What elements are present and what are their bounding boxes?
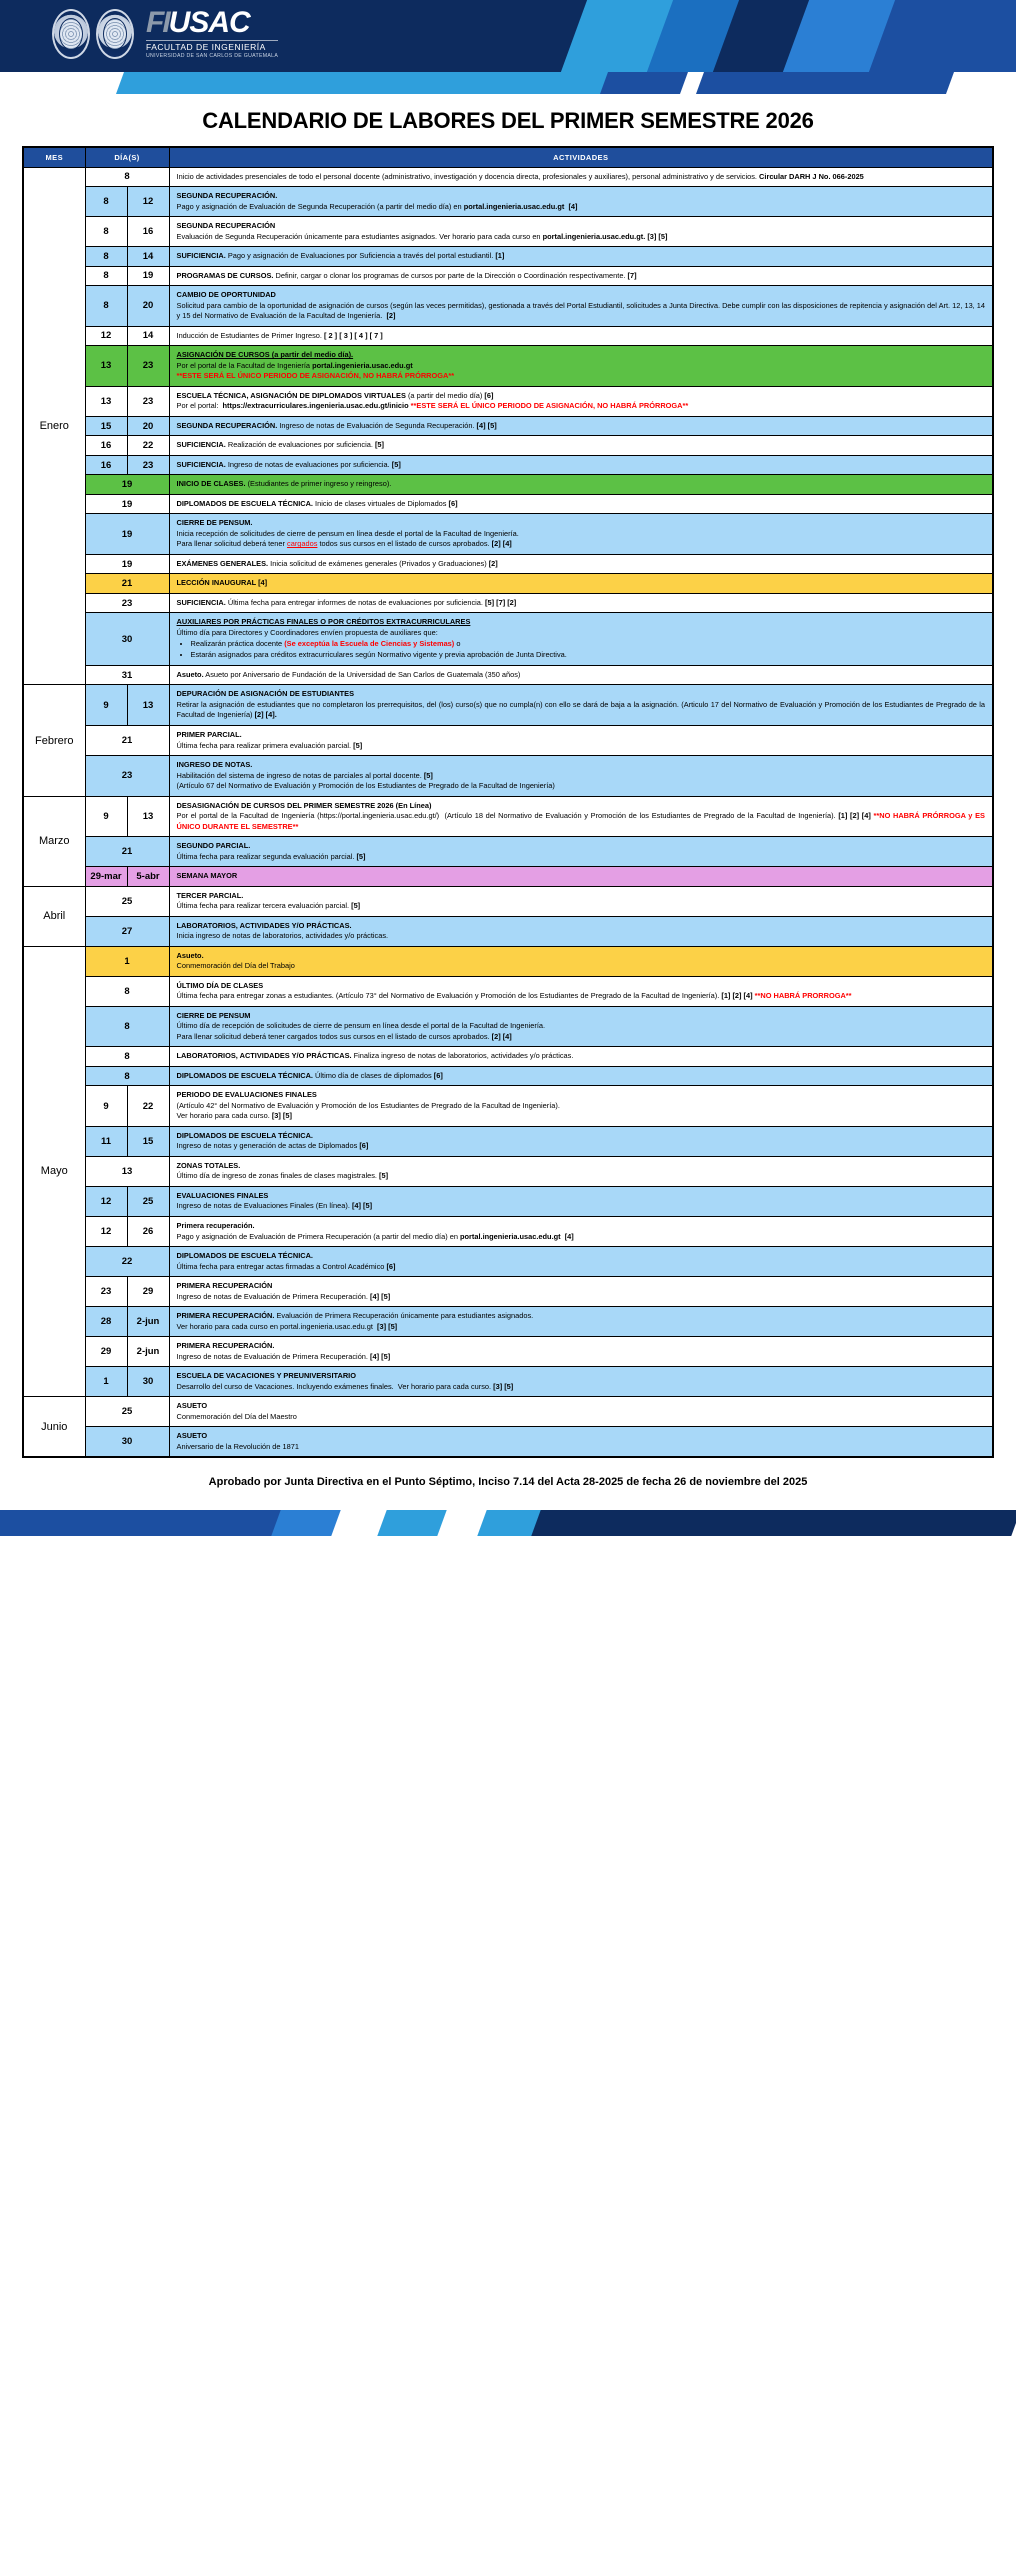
logo-university-text: UNIVERSIDAD DE SAN CARLOS DE GUATEMALA — [146, 53, 279, 59]
activity-cell: AUXILIARES POR PRÁCTICAS FINALES O POR CRÉDITOS EXTRACURRICULARES Último día para Directores y Coordinadores envíen propuesta de auxiliares que: • Realizarán práctica docente (Se exceptúa la Escuela de Ciencias y Sistemas) o • Estarán asignados para créditos extracurriculares según Normativo vigente y previa aprobación de Junta Directiva. — [169, 613, 993, 666]
table-row — [23, 455, 993, 475]
day-end-cell: 29 — [127, 1277, 169, 1307]
table-row — [23, 886, 993, 916]
table-row — [23, 494, 993, 514]
day-start-cell: 1 — [85, 1367, 127, 1397]
day-end-cell: 2-jun — [127, 1307, 169, 1337]
day-start-cell: 11 — [85, 1126, 127, 1156]
table-row — [23, 1126, 993, 1156]
day-start-cell: 28 — [85, 1307, 127, 1337]
footer-stripe-2 — [271, 1510, 340, 1536]
table-row — [23, 756, 993, 797]
day-cell: 8 — [85, 1066, 169, 1086]
day-cell: 30 — [85, 1427, 169, 1458]
day-cell: 31 — [85, 665, 169, 685]
activity-cell: SUFICIENCIA. Ingreso de notas de evaluaciones por suficiencia. [5] — [169, 455, 993, 475]
day-cell: 23 — [85, 593, 169, 613]
day-end-cell: 23 — [127, 386, 169, 416]
activity-cell: EXÁMENES GENERALES. Inicia solicitud de exámenes generales (Privados y Graduaciones) [2] — [169, 554, 993, 574]
table-row — [23, 665, 993, 685]
activity-cell: DIPLOMADOS DE ESCUELA TÉCNICA. Inicio de clases virtuales de Diplomados [6] — [169, 494, 993, 514]
column-header-dias: DÍA(S) — [85, 147, 169, 167]
table-row — [23, 266, 993, 286]
table-row — [23, 1217, 993, 1247]
table-row — [23, 386, 993, 416]
logo-usac-text: USAC — [168, 6, 250, 39]
day-cell: 19 — [85, 514, 169, 555]
table-row — [23, 1047, 993, 1067]
table-row — [23, 187, 993, 217]
calendar-body — [23, 167, 993, 1457]
day-end-cell: 13 — [127, 685, 169, 726]
activity-cell: SEGUNDA RECUPERACIÓN. Pago y asignación de Evaluación de Segunda Recuperación (a partir del medio día) en portal.ingenieria.usac.edu.gt [4] — [169, 187, 993, 217]
month-cell-mayo: Mayo — [23, 946, 85, 1396]
day-end-cell: 12 — [127, 187, 169, 217]
banner-stripe-5 — [869, 0, 1016, 72]
fiusac-wordmark — [146, 8, 278, 59]
day-cell: 21 — [85, 837, 169, 867]
day-cell: 19 — [85, 494, 169, 514]
day-start-cell: 13 — [85, 346, 127, 387]
top-banner — [0, 0, 1016, 72]
day-end-cell: 14 — [127, 247, 169, 267]
day-cell: 19 — [85, 475, 169, 495]
table-row — [23, 167, 993, 187]
day-start-cell: 8 — [85, 247, 127, 267]
day-cell: 25 — [85, 886, 169, 916]
day-cell: 19 — [85, 554, 169, 574]
day-start-cell: 23 — [85, 1277, 127, 1307]
banner-lower-stripe-2 — [600, 72, 688, 94]
column-header-mes: MES — [23, 147, 85, 167]
activity-cell: PRIMERA RECUPERACIÓN. Evaluación de Primera Recuperación únicamente para estudiantes asignados. Ver horario para cada curso en portal.ingenieria.usac.edu.gt [3] [5] — [169, 1307, 993, 1337]
table-row — [23, 1066, 993, 1086]
day-end-cell: 5-abr — [127, 867, 169, 887]
table-row — [23, 514, 993, 555]
footer-banner — [0, 1510, 1016, 1536]
activity-cell: DIPLOMADOS DE ESCUELA TÉCNICA. Ingreso de notas y generación de actas de Diplomados [6] — [169, 1126, 993, 1156]
footer-stripe-4 — [377, 1510, 446, 1536]
month-cell-febrero: Febrero — [23, 685, 85, 796]
day-end-cell: 23 — [127, 455, 169, 475]
day-end-cell: 2-jun — [127, 1337, 169, 1367]
table-row — [23, 217, 993, 247]
calendar-table — [22, 146, 994, 1458]
table-row — [23, 796, 993, 837]
activity-cell: PROGRAMAS DE CURSOS. Definir, cargar o clonar los programas de cursos por parte de la Dirección o Coordinación respectivamente. [7] — [169, 266, 993, 286]
table-row — [23, 326, 993, 346]
calendar-table-wrap — [0, 146, 1016, 1458]
banner-lower-stripe-1 — [116, 72, 624, 94]
table-row — [23, 1006, 993, 1047]
day-start-cell: 15 — [85, 416, 127, 436]
table-row — [23, 837, 993, 867]
table-row — [23, 916, 993, 946]
day-start-cell: 8 — [85, 187, 127, 217]
day-end-cell: 26 — [127, 1217, 169, 1247]
table-row — [23, 436, 993, 456]
activity-cell: ESCUELA TÉCNICA, ASIGNACIÓN DE DIPLOMADOS VIRTUALES (a partir del medio día) [6] Por el portal: https://extracurriculares.ingenieria.usac.edu.gt/inicio **ESTE SERÁ EL ÚNICO PERIODO DE ASIGNACIÓN, NO HABRÁ PRÓRROGA** — [169, 386, 993, 416]
day-start-cell: 9 — [85, 1086, 127, 1127]
day-cell: 13 — [85, 1156, 169, 1186]
activity-cell: SEGUNDA RECUPERACIÓN Evaluación de Segunda Recuperación únicamente para estudiantes asignados. Ver horario para cada curso en portal.ingenieria.usac.edu.gt. [3] [5] — [169, 217, 993, 247]
activity-cell: PRIMERA RECUPERACIÓN Ingreso de notas de Evaluación de Primera Recuperación. [4] [5] — [169, 1277, 993, 1307]
activity-cell: INGRESO DE NOTAS. Habilitación del sistema de ingreso de notas de parciales al portal docente. [5] (Artículo 67 del Normativo de Evaluación y Promoción de los Estudiantes de Pregrado de la Facultad de Ingeniería) — [169, 756, 993, 797]
activity-cell: Inducción de Estudiantes de Primer Ingreso. [ 2 ] [ 3 ] [ 4 ] [ 7 ] — [169, 326, 993, 346]
activity-cell: SEGUNDA RECUPERACIÓN. Ingreso de notas de Evaluación de Segunda Recuperación. [4] [5] — [169, 416, 993, 436]
table-row — [23, 1247, 993, 1277]
day-start-cell: 9 — [85, 685, 127, 726]
activity-cell: CIERRE DE PENSUM. Inicia recepción de solicitudes de cierre de pensum en línea desde el portal de la Facultad de Ingeniería. Para llenar solicitud deberá tener cargados todos sus cursos en el listado de cursos aprobados. [2] [4] — [169, 514, 993, 555]
banner-lower-stripes — [0, 72, 1016, 94]
table-row — [23, 416, 993, 436]
banner-lower-stripe-3 — [696, 72, 954, 94]
activity-cell: SEMANA MAYOR — [169, 867, 993, 887]
day-cell: 22 — [85, 1247, 169, 1277]
day-start-cell: 16 — [85, 455, 127, 475]
month-cell-junio: Junio — [23, 1397, 85, 1458]
activity-cell: SEGUNDO PARCIAL. Última fecha para realizar segunda evaluación parcial. [5] — [169, 837, 993, 867]
day-end-cell: 20 — [127, 286, 169, 327]
activity-cell: ESCUELA DE VACACIONES Y PREUNIVERSITARIO Desarrollo del curso de Vacaciones. Incluyendo exámenes finales. Ver horario para cada curso. [3] [5] — [169, 1367, 993, 1397]
institution-logo — [52, 8, 278, 59]
activity-cell: PRIMERA RECUPERACIÓN. Ingreso de notas de Evaluación de Primera Recuperación. [4] [5] — [169, 1337, 993, 1367]
day-end-cell: 14 — [127, 326, 169, 346]
activity-cell: CAMBIO DE OPORTUNIDAD Solicitud para cambio de la oportunidad de asignación de cursos (según las veces permitidas), gestionada a través del Portal Estudiantil, solicitudes a Junta Directiva. Debe cumplir con las disposiciones de repitencia y asignación del Art. 12, 13, 14 y 15 del Normativo de Evaluación de la Facultad de Ingeniería. [2] — [169, 286, 993, 327]
page-title: CALENDARIO DE LABORES DEL PRIMER SEMESTRE 2026 — [202, 108, 814, 133]
day-cell: 21 — [85, 725, 169, 755]
day-end-cell: 22 — [127, 1086, 169, 1127]
activity-cell: ASUETO Conmemoración del Día del Maestro — [169, 1397, 993, 1427]
table-row — [23, 346, 993, 387]
activity-cell: Primera recuperación. Pago y asignación de Evaluación de Primera Recuperación (a partir del medio día) en portal.ingenieria.usac.edu.gt [4] — [169, 1217, 993, 1247]
day-cell: 30 — [85, 613, 169, 666]
day-cell: 21 — [85, 574, 169, 594]
activity-cell: SUFICIENCIA. Pago y asignación de Evaluaciones por Suficiencia a través del portal estudiantil. [1] — [169, 247, 993, 267]
table-row — [23, 725, 993, 755]
activity-cell: PERIODO DE EVALUACIONES FINALES (Artículo 42° del Normativo de Evaluación y Promoción de los Estudiantes de Pregrado de la Facultad de Ingeniería). Ver horario para cada curso. [3] [5] — [169, 1086, 993, 1127]
activity-cell: ASUETO Aniversario de la Revolución de 1871 — [169, 1427, 993, 1458]
activity-cell: ZONAS TOTALES. Último día de ingreso de zonas finales de clases magistrales. [5] — [169, 1156, 993, 1186]
footer-stripe-7 — [531, 1510, 1016, 1536]
table-row — [23, 1156, 993, 1186]
day-cell: 25 — [85, 1397, 169, 1427]
activity-cell: INICIO DE CLASES. (Estudiantes de primer ingreso y reingreso). — [169, 475, 993, 495]
month-cell-abril: Abril — [23, 886, 85, 946]
activity-cell: DIPLOMADOS DE ESCUELA TÉCNICA. Última fecha para entregar actas firmadas a Control Académico [6] — [169, 1247, 993, 1277]
table-row — [23, 554, 993, 574]
day-start-cell: 8 — [85, 266, 127, 286]
table-row — [23, 1397, 993, 1427]
activity-cell: DESASIGNACIÓN DE CURSOS DEL PRIMER SEMESTRE 2026 (En Línea) Por el portal de la Facultad de Ingeniería (https://portal.ingenieria.usac.edu.gt/) (Artículo 18 del Normativo de Evaluación y Promoción de los Estudiantes de Pregrado de la Facultad de Ingeniería). [1] [2] [4] **NO HABRÁ PRÓRROGA y ES ÚNICO DURANTE EL SEMESTRE** — [169, 796, 993, 837]
month-cell-enero: Enero — [23, 167, 85, 685]
usac-seal-icon — [52, 9, 90, 59]
day-start-cell: 9 — [85, 796, 127, 837]
logo-fi-text: FI — [146, 6, 169, 39]
day-cell: 8 — [85, 1047, 169, 1067]
day-start-cell: 29-mar — [85, 867, 127, 887]
day-start-cell: 8 — [85, 217, 127, 247]
day-end-cell: 16 — [127, 217, 169, 247]
activity-cell: LECCIÓN INAUGURAL [4] — [169, 574, 993, 594]
column-header-actividades: ACTIVIDADES — [169, 147, 993, 167]
day-start-cell: 16 — [85, 436, 127, 456]
day-end-cell: 22 — [127, 436, 169, 456]
activity-cell: Asueto. Conmemoración del Día del Trabajo — [169, 946, 993, 976]
activity-cell: DEPURACIÓN DE ASIGNACIÓN DE ESTUDIANTES Retirar la asignación de estudiantes que no completaron los prerrequisitos, del (los) curso(s) que no cumpla(n) con ello se dará de baja a la asignación. (Articulo 17 del Normativo de Evaluación y Promoción de los Estudiantes de Pregrado de la Facultad de Ingeniería) [2] [4]. — [169, 685, 993, 726]
activity-cell: SUFICIENCIA. Última fecha para entregar informes de notas de evaluaciones por suficiencia. [5] [7] [2] — [169, 593, 993, 613]
table-row — [23, 1337, 993, 1367]
day-end-cell: 25 — [127, 1186, 169, 1216]
day-cell: 23 — [85, 756, 169, 797]
table-row — [23, 1367, 993, 1397]
day-start-cell: 29 — [85, 1337, 127, 1367]
day-start-cell: 13 — [85, 386, 127, 416]
day-cell: 1 — [85, 946, 169, 976]
day-cell: 8 — [85, 976, 169, 1006]
activity-cell: DIPLOMADOS DE ESCUELA TÉCNICA. Último día de clases de diplomados [6] — [169, 1066, 993, 1086]
table-header-row — [23, 147, 993, 167]
activity-cell: ÚLTIMO DÍA DE CLASES Última fecha para entregar zonas a estudiantes. (Artículo 73° del Normativo de Evaluación y Promoción de los Estudiantes de Pregrado de la Facultad de Ingeniería). [1] [2] [4] **NO HABRÁ PRORROGA** — [169, 976, 993, 1006]
activity-cell: Inicio de actividades presenciales de todo el personal docente (administrativo, investigación y docencia directa, profesionales y auxiliares), personal administrativo y de servicios. Circular DARH J No. 066-2025 — [169, 167, 993, 187]
table-row — [23, 1086, 993, 1127]
approval-note: Aprobado por Junta Directiva en el Punto Séptimo, Inciso 7.14 del Acta 28-2025 de fecha 26 de noviembre del 2025 — [208, 1476, 808, 1489]
activity-cell: EVALUACIONES FINALES Ingreso de notas de Evaluaciones Finales (En línea). [4] [5] — [169, 1186, 993, 1216]
table-row — [23, 1277, 993, 1307]
day-start-cell: 12 — [85, 326, 127, 346]
table-row — [23, 1186, 993, 1216]
day-end-cell: 15 — [127, 1126, 169, 1156]
day-cell: 27 — [85, 916, 169, 946]
activity-cell: CIERRE DE PENSUM Último día de recepción de solicitudes de cierre de pensum en línea desde el portal de la Facultad de Ingeniería. Para llenar solicitud deberá tener cargados todos sus cursos en el listado de cursos aprobados. [2] [4] — [169, 1006, 993, 1047]
activity-cell: TERCER PARCIAL. Última fecha para realizar tercera evaluación parcial. [5] — [169, 886, 993, 916]
table-row — [23, 247, 993, 267]
activity-cell: SUFICIENCIA. Realización de evaluaciones por suficiencia. [5] — [169, 436, 993, 456]
activity-cell: Asueto. Asueto por Aniversario de Fundación de la Universidad de San Carlos de Guatemala (350 años) — [169, 665, 993, 685]
table-row — [23, 1307, 993, 1337]
day-end-cell: 13 — [127, 796, 169, 837]
month-cell-marzo: Marzo — [23, 796, 85, 886]
day-end-cell: 19 — [127, 266, 169, 286]
activity-cell: LABORATORIOS, ACTIVIDADES Y/O PRÁCTICAS. Inicia ingreso de notas de laboratorios, actividades y/o prácticas. — [169, 916, 993, 946]
table-row — [23, 685, 993, 726]
day-end-cell: 30 — [127, 1367, 169, 1397]
day-cell: 8 — [85, 167, 169, 187]
activity-cell: ASIGNACIÓN DE CURSOS (a partir del medio día). Por el portal de la Facultad de Ingeniería portal.ingenieria.usac.edu.gt **ESTE SERÁ EL ÚNICO PERIODO DE ASIGNACIÓN, NO HABRÁ PRÓRROGA** — [169, 346, 993, 387]
table-row — [23, 593, 993, 613]
table-row — [23, 1427, 993, 1458]
table-row — [23, 613, 993, 666]
table-row — [23, 286, 993, 327]
table-row — [23, 475, 993, 495]
fiusac-seal-icon — [96, 9, 134, 59]
day-start-cell: 8 — [85, 286, 127, 327]
footer-stripe-1 — [0, 1510, 285, 1536]
logo-faculty-text: FACULTAD DE INGENIERÍA — [146, 40, 278, 52]
day-start-cell: 12 — [85, 1186, 127, 1216]
table-row — [23, 976, 993, 1006]
day-start-cell: 12 — [85, 1217, 127, 1247]
table-row — [23, 946, 993, 976]
activity-cell: LABORATORIOS, ACTIVIDADES Y/O PRÁCTICAS. Finaliza ingreso de notas de laboratorios, actividades y/o prácticas. — [169, 1047, 993, 1067]
activity-cell: PRIMER PARCIAL. Última fecha para realizar primera evaluación parcial. [5] — [169, 725, 993, 755]
table-row — [23, 574, 993, 594]
day-end-cell: 20 — [127, 416, 169, 436]
day-cell: 8 — [85, 1006, 169, 1047]
table-row — [23, 867, 993, 887]
day-end-cell: 23 — [127, 346, 169, 387]
